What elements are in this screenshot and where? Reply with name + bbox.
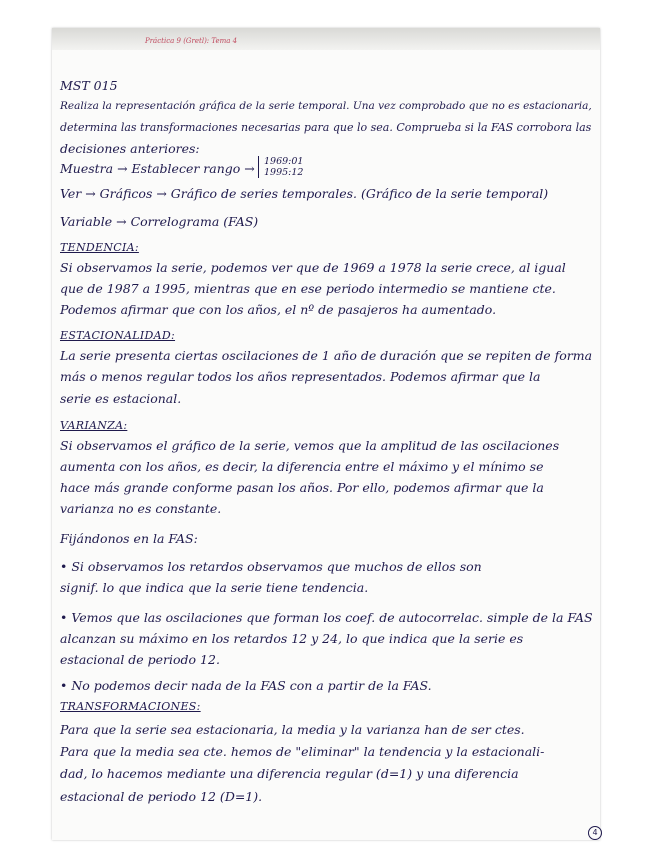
fas-bullet-2a: • Vemos que las oscilaciones que forman los coef. de autocorrelac. simple de la FAS (60, 610, 593, 625)
heading-fas: Fijándonos en la FAS: (60, 531, 198, 546)
step-variable: Variable → Correlograma (FAS) (60, 214, 259, 229)
estacionalidad-line-2: más o menos regular todos los años representados. Podemos afirmar que la (60, 369, 541, 384)
transformaciones-line-3: dad, lo hacemos mediante una diferencia regular (d=1) y una diferencia (60, 766, 519, 781)
tendencia-line-2: que de 1987 a 1995, mientras que en ese periodo intermedio se mantiene cte. (60, 281, 556, 296)
intro-line-2: determina las transformaciones necesarias para que lo sea. Comprueba si la FAS corrobora las (60, 121, 592, 134)
sample-range (258, 156, 303, 178)
fas-bullet-2c: estacional de periodo 12. (60, 652, 220, 667)
transformaciones-line-2: Para que la media sea cte. hemos de "eliminar" la tendencia y la estacionali- (60, 744, 545, 759)
fas-bullet-1a: • Si observamos los retardos observamos que muchos de ellos son (60, 559, 482, 574)
transformaciones-line-1: Para que la serie sea estacionaria, la media y la varianza han de ser ctes. (60, 722, 525, 737)
exercise-code: MST 015 (60, 78, 118, 93)
intro-line-1: Realiza la representación gráfica de la serie temporal. Una vez comprobado que no es estacionaria, (60, 100, 592, 112)
heading-tendencia: TENDENCIA: (60, 241, 139, 254)
varianza-line-2: aumenta con los años, es decir, la diferencia entre el máximo y el mínimo se (60, 459, 544, 474)
page-number: 4 (588, 826, 602, 840)
estacionalidad-line-1: La serie presenta ciertas oscilaciones de 1 año de duración que se repiten de forma (60, 348, 593, 363)
estacionalidad-line-3: serie es estacional. (60, 391, 182, 406)
step-muestra: Muestra → Establecer rango → (60, 161, 255, 176)
page-title: Práctica 9 (Gretl): Tema 4 (145, 37, 238, 45)
fas-bullet-2b: alcanzan su máximo en los retardos 12 y 24, lo que indica que la serie es (60, 631, 524, 646)
heading-varianza: VARIANZA: (60, 419, 128, 432)
tendencia-line-1: Si observamos la serie, podemos ver que de 1969 a 1978 la serie crece, al igual (60, 260, 566, 275)
varianza-line-1: Si observamos el gráfico de la serie, vemos que la amplitud de las oscilaciones (60, 438, 560, 453)
transformaciones-line-4: estacional de periodo 12 (D=1). (60, 789, 263, 804)
tendencia-line-3: Podemos afirmar que con los años, el nº de pasajeros ha aumentado. (60, 302, 497, 317)
range-start: 1969:01 (264, 156, 304, 167)
heading-transformaciones: TRANSFORMACIONES: (60, 700, 201, 713)
intro-line-3: decisiones anteriores: (60, 141, 200, 156)
fas-bullet-1b: signif. lo que indica que la serie tiene tendencia. (60, 580, 369, 595)
step-ver: Ver → Gráficos → Gráfico de series temporales. (Gráfico de la serie temporal) (60, 186, 549, 201)
range-end: 1995:12 (264, 167, 304, 178)
fas-bullet-3: • No podemos decir nada de la FAS con a partir de la FAS. (60, 678, 432, 693)
varianza-line-4: varianza no es constante. (60, 501, 222, 516)
varianza-line-3: hace más grande conforme pasan los años. Por ello, podemos afirmar que la (60, 480, 544, 495)
heading-estacionalidad: ESTACIONALIDAD: (60, 329, 176, 342)
